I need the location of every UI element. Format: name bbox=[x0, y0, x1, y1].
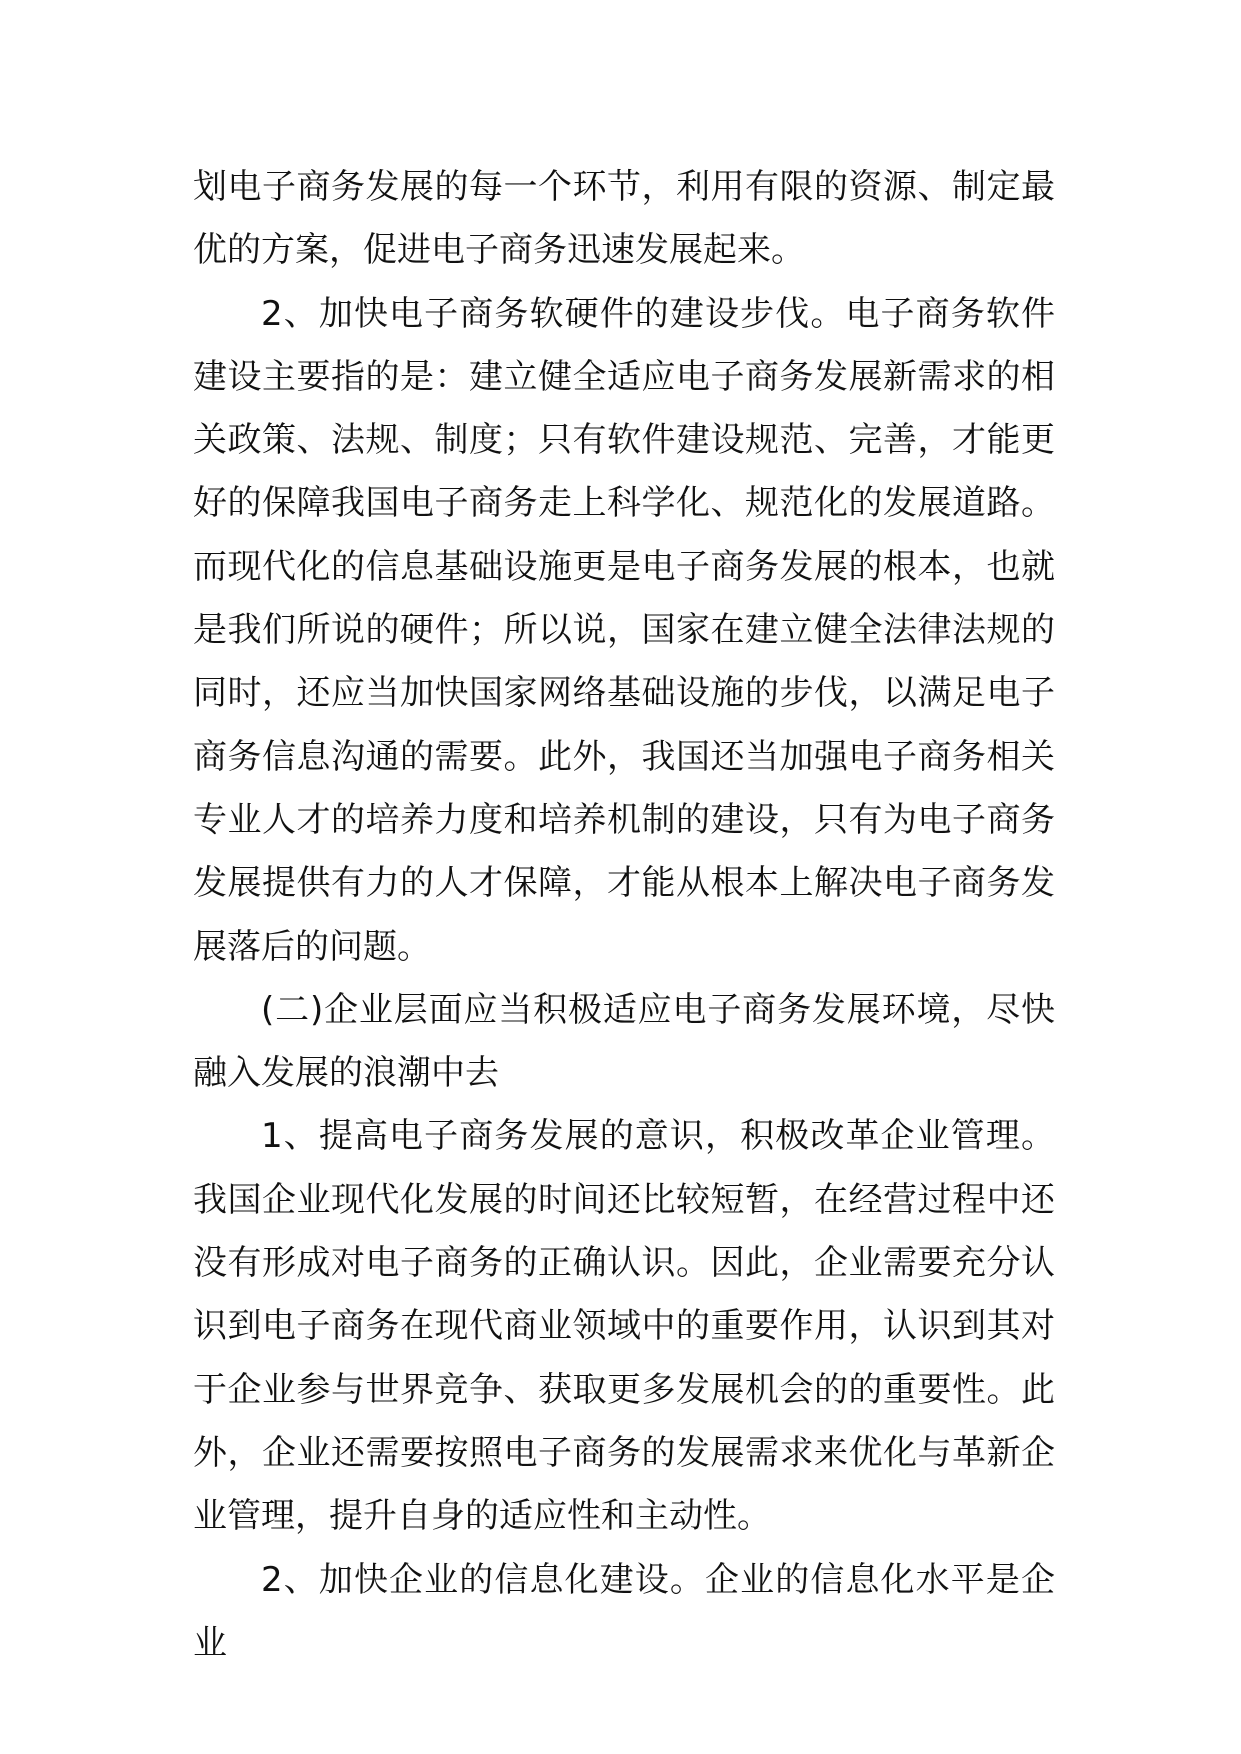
section-heading-enterprise: (二)企业层面应当积极适应电子商务发展环境，尽快融入发展的浪潮中去 bbox=[193, 989, 1055, 1094]
paragraph-software-hardware: 2、加快电子商务软硬件的建设步伐。电子商务软件建设主要指的是：建立健全适应电子商务发展新需求的相关政策、法规、制度；只有软件建设规范、完善，才能更好的保障我国电子商务走上科学化、规范化的发展道路。而现代化的信息基础设施更是电子商务发展的根本，也就是我们所说的硬件；所以说，国家在建立健全法律法规的同时，还应当加快国家网络基础设施的步伐，以满足电子商务信息沟通的需要。此外，我国还当加强电子商务相关专业人才的培养力度和培养机制的建设，只有为电子商务发展提供有力的人才保障，才能从根本上解决电子商务发展落后的问题。 bbox=[193, 293, 1055, 967]
paragraph-continuation: 划电子商务发展的每一个环节，利用有限的资源、制定最优的方案，促进电子商务迅速发展起来。 bbox=[193, 167, 1055, 271]
paragraph-awareness: 1、提高电子商务发展的意识，积极改革企业管理。我国企业现代化发展的时间还比较短暂，在经营过程中还没有形成对电子商务的正确认识。因此，企业需要充分认识到电子商务在现代商业领域中的重要作用，认识到其对于企业参与世界竞争、获取更多发展机会的的重要性。此外，企业还需要按照电子商务的发展需求来优化与革新企业管理，提升自身的适应性和主动性。 bbox=[193, 1116, 1055, 1537]
body-text bbox=[193, 156, 1055, 1675]
paragraph-informatization: 2、加快企业的信息化建设。企业的信息化水平是企业 bbox=[193, 1559, 1055, 1663]
